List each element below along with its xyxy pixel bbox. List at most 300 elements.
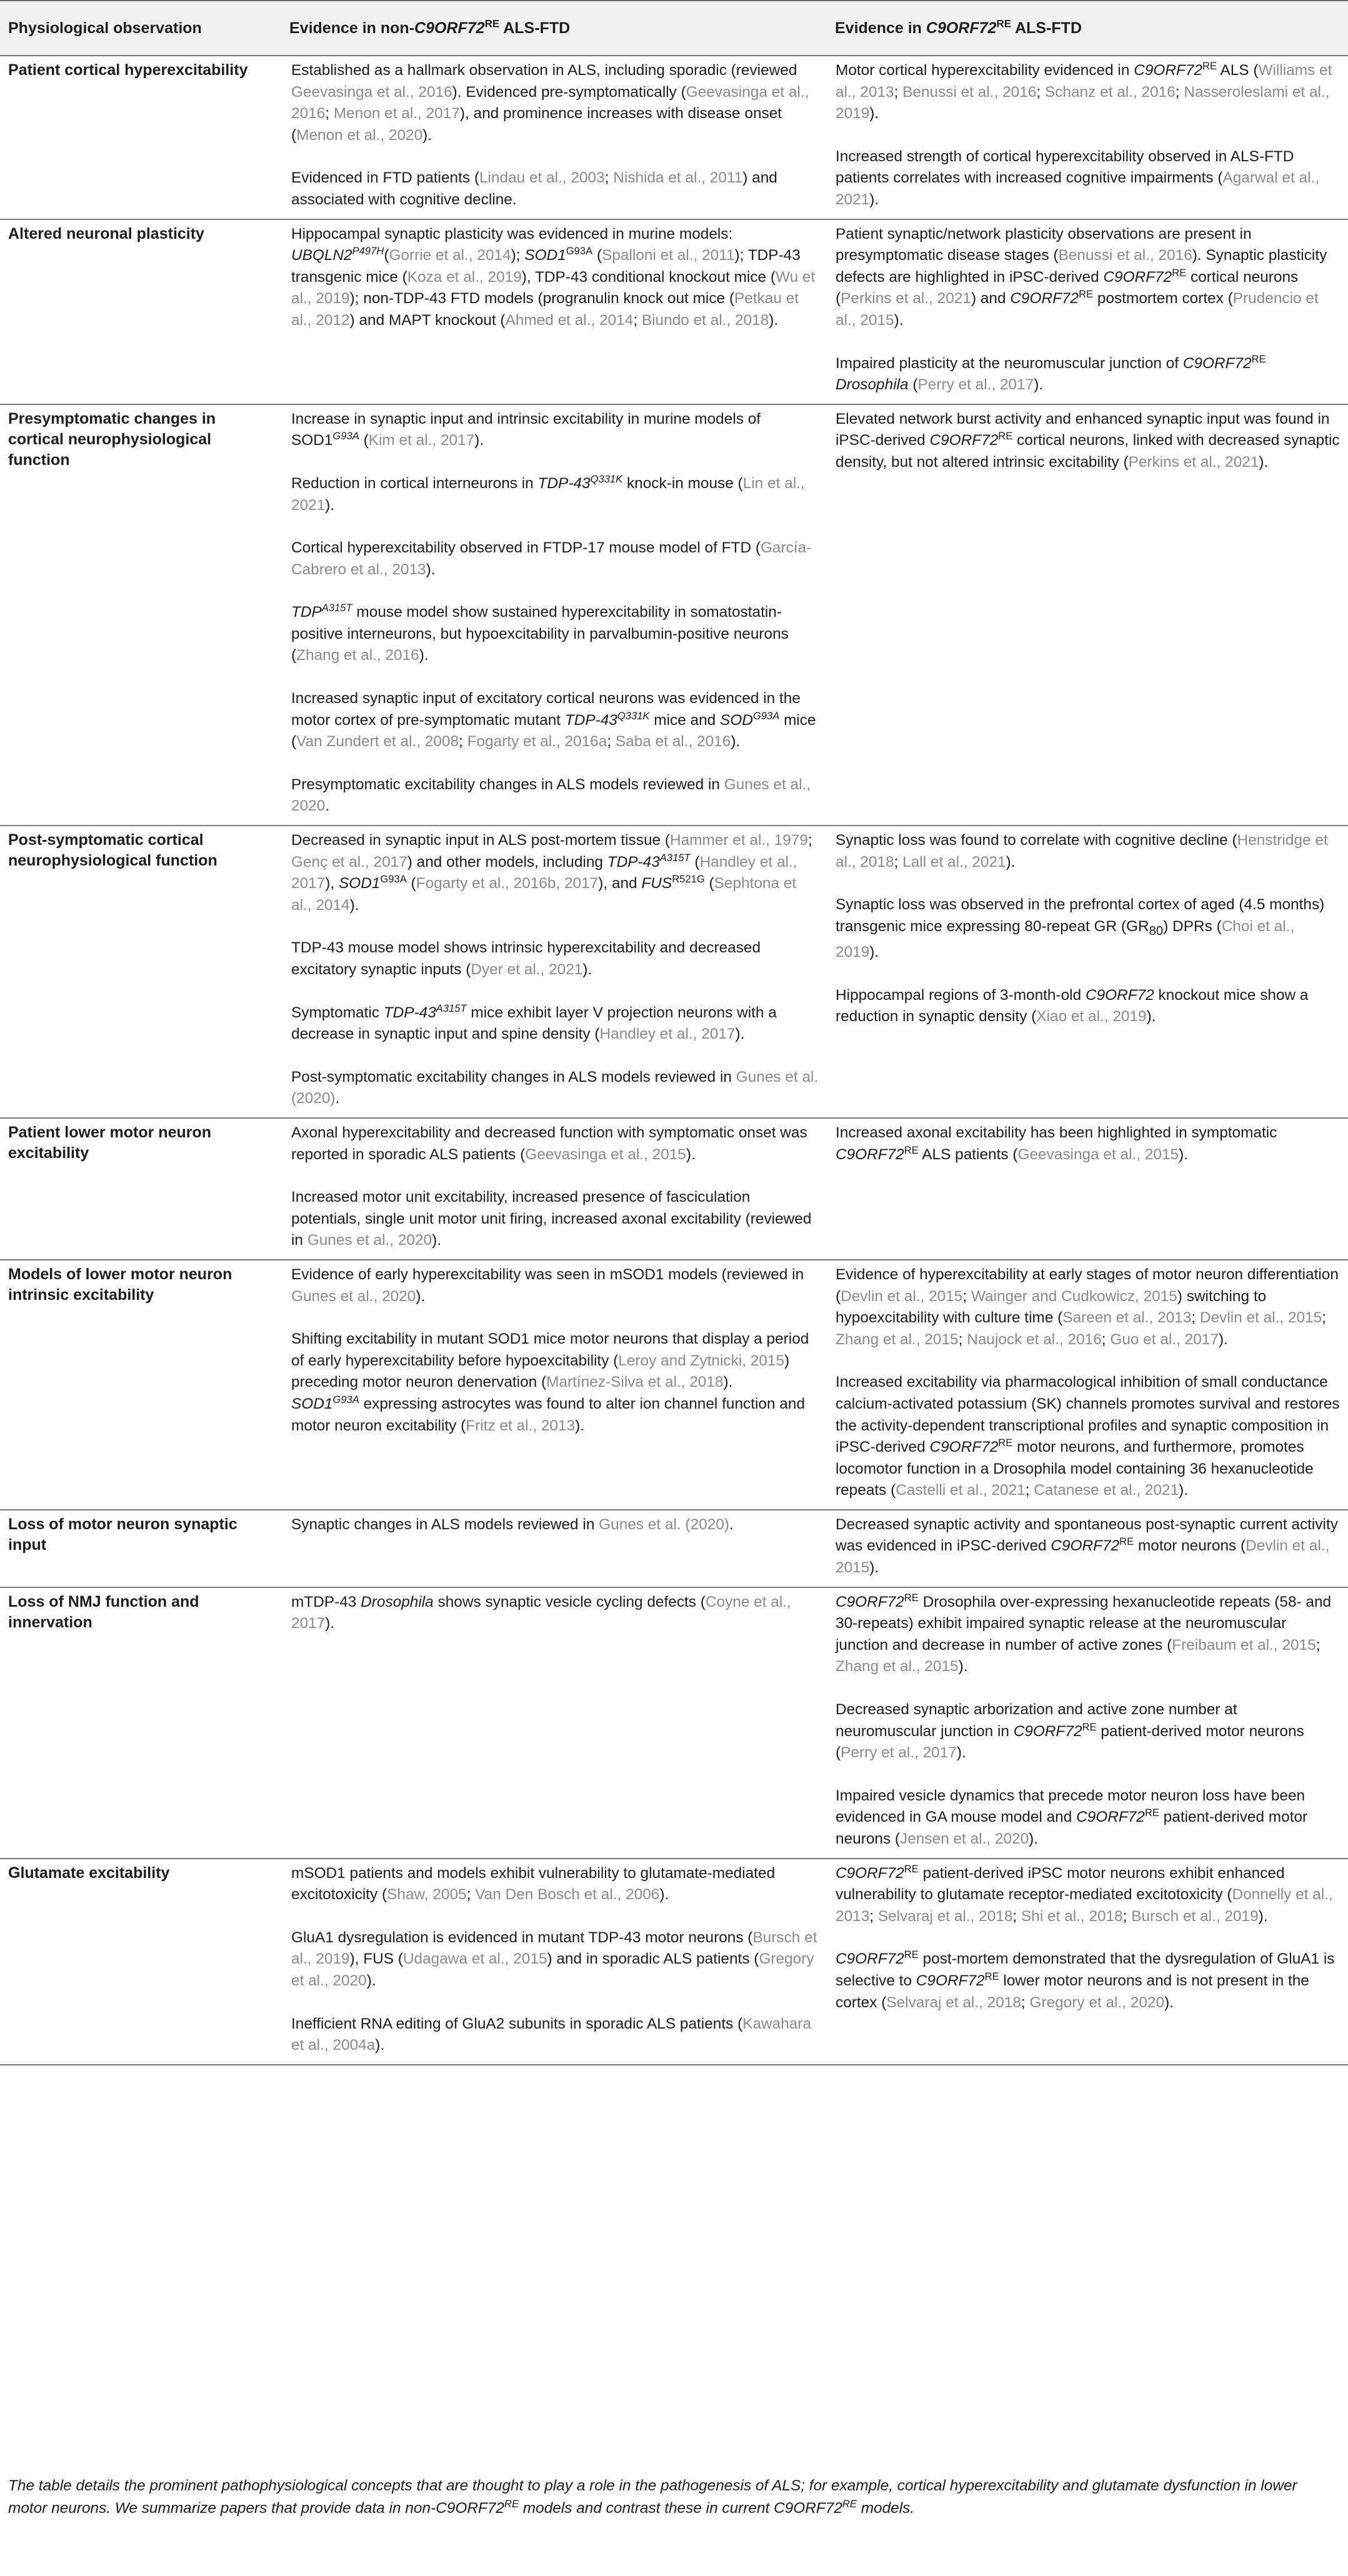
text-run: Drosophila over-expressing hexanucleotide repeats (58- and 30-repeats) exhibit impaired synaptic release at the neuromuscular junction and decrease in number of active zones ( [836, 1593, 1332, 1654]
text-run: ; [325, 105, 334, 122]
text-run: ). [686, 1146, 696, 1163]
citation: Van Den Bosch et al., 2006 [475, 1886, 660, 1904]
gene-name: C9ORF72 [836, 1864, 904, 1882]
evidence-paragraph [836, 985, 1342, 1028]
text-run: ; [633, 311, 642, 329]
text-run: ), FUS ( [349, 1950, 403, 1968]
superscript: RE [904, 1144, 919, 1156]
text-run: ( [592, 247, 602, 264]
citation: Wainger and Cudkowicz, 2015 [971, 1287, 1177, 1305]
citation: Gunes et al. (2020) [599, 1515, 729, 1533]
text-run: ; [1191, 1309, 1200, 1327]
text-run: Increased strength of cortical hyperexcitability observed in ALS-FTD patients correlates with increased cognitive impairments ( [836, 147, 1294, 187]
text-run: patient-derived motor neurons ( [836, 1722, 1304, 1762]
evidence-paragraph [291, 774, 821, 817]
evidence-paragraph [291, 224, 821, 332]
text-run: ). [1146, 1008, 1156, 1026]
citation: Leroy and Zytnicki, 2015 [618, 1352, 785, 1369]
text-run: ). [426, 561, 436, 578]
non-c9-evidence-cell [281, 1510, 827, 1587]
text-run: patient-derived motor neurons ( [836, 1809, 1308, 1847]
citation: Saba et al., 2016 [615, 733, 731, 751]
text-run: ; [958, 1330, 967, 1348]
text-run: ). [1006, 853, 1016, 871]
evidence-paragraph [291, 937, 821, 981]
non-c9-evidence-cell [281, 404, 827, 826]
evidence-paragraph [836, 1372, 1342, 1502]
gene-name: C9ORF72 [929, 432, 999, 449]
header-row [0, 1, 1348, 56]
citation: Naujock et al., 2016 [967, 1330, 1102, 1348]
text-run: cortical neurons ( [836, 268, 1299, 307]
evidence-paragraph [291, 2014, 821, 2057]
non-c9-evidence-cell [281, 1587, 827, 1859]
citation: Geevasinga et al., 2015 [525, 1146, 686, 1163]
text-run: ; [894, 853, 903, 871]
header-non-c9: Evidence in non-C9ORF72RE ALS-FTD [281, 1, 827, 56]
text-run: GluA1 dysregulation is evidenced in mutant TDP-43 motor neurons ( [291, 1929, 753, 1946]
citation: Zhang et al., 2015 [836, 1658, 959, 1675]
gene-name: TDP-43 [537, 474, 591, 492]
table-row [0, 1118, 1348, 1260]
citation: Lindau et al., 2003 [479, 169, 605, 187]
text-run: ). [735, 1026, 745, 1043]
text-run: mice exhibit layer V projection neurons with a decrease in synaptic input and spine density ( [291, 1004, 777, 1043]
citation: Geevasinga et al., 2015 [1017, 1146, 1179, 1163]
text-run: Increased excitability via pharmacological inhibition of small conductance calcium-activated potassium (SK) channels promotes survival and restores the activity-dependent transcriptional profiles and synaptic composition in iPSC-derived [836, 1374, 1340, 1456]
citation: Selvaraj et al., 2018 [886, 1994, 1021, 2011]
text-run: Increased synaptic input of excitatory cortical neurons was evidenced in the motor cortex of pre-symptomatic mutant [291, 690, 801, 729]
text-run: ). [349, 896, 359, 914]
text-run: ; [1036, 83, 1045, 101]
citation: García-Cabrero et al., 2013 [291, 539, 812, 578]
text-run: ). [582, 961, 592, 978]
superscript: P497H [352, 245, 384, 257]
citation: Choi et al., 2019 [836, 917, 1295, 961]
text-run: ). [325, 1615, 335, 1632]
text-run: ( [406, 875, 416, 892]
table-row [0, 1859, 1348, 2065]
evidence-paragraph [836, 224, 1342, 332]
evidence-paragraph [291, 830, 821, 916]
superscript: G93A [332, 1393, 359, 1405]
superscript: G93A [566, 245, 593, 257]
text-run: ). [1218, 1330, 1228, 1348]
text-run: ; [1322, 1309, 1327, 1327]
superscript: RE [904, 1862, 919, 1875]
text-run: ; [869, 1907, 878, 1925]
gene-name: FUS [641, 875, 672, 892]
citation: Bursch et al., 2019 [1131, 1907, 1259, 1925]
citation: Gunes et al., 2020 [291, 1287, 416, 1305]
text-run: knock-in mouse ( [622, 474, 743, 492]
superscript: RE [1119, 1535, 1134, 1548]
superscript: RE [1172, 266, 1187, 279]
citation: Coyne et al., 2017 [291, 1593, 791, 1632]
gene-name: C9ORF72 [836, 1593, 904, 1610]
superscript: A315T [436, 1002, 467, 1014]
text-run: Synaptic loss was found to correlate with cognitive decline ( [836, 832, 1237, 849]
evidence-paragraph [291, 537, 821, 581]
citation: Gregory et al., 2020 [1029, 1994, 1165, 2011]
text-run: TDP-43 mouse model shows intrinsic hyperexcitability and decreased excitatory synaptic inputs ( [291, 939, 761, 978]
citation: Fritz et al., 2013 [466, 1417, 576, 1434]
text-run: Inefficient RNA editing of GluA2 subunits in sporadic ALS patients ( [291, 2015, 743, 2032]
observation-label: Post-symptomatic cortical neurophysiological function [8, 831, 217, 870]
text-run: Decreased in synaptic input in ALS post-mortem tissue ( [291, 832, 670, 849]
text-run: Established as a hallmark observation in ALS, including sporadic (reviewed [291, 62, 797, 79]
text-run: ) preceding motor neuron denervation ( [291, 1352, 790, 1391]
text-run: lower motor neurons and is not present in the cortex ( [836, 1972, 1309, 2011]
superscript: RE [842, 2497, 857, 2510]
evidence-paragraph [836, 830, 1342, 873]
evidence-paragraph [836, 1785, 1342, 1850]
text-run: ). Evidenced pre-symptomatically ( [452, 83, 686, 101]
c9-evidence-cell [827, 1118, 1348, 1260]
text-run: motor neurons, and furthermore, promotes locomotor function in a Drosophila model containing 36 hexanucleotide repeats ( [836, 1439, 1314, 1499]
citation: Perry et al., 2017 [841, 1744, 957, 1762]
superscript: RE [1144, 1807, 1159, 1819]
citation: Geevasinga et al., 2016 [291, 83, 809, 122]
citation: Gorrie et al., 2014 [389, 247, 511, 264]
text-run: ). [869, 1559, 879, 1577]
table-row [0, 1587, 1348, 1859]
table-body [0, 56, 1348, 2065]
text-run: ALS patients ( [918, 1146, 1018, 1163]
text-run: Shifting excitability in mutant SOD1 mice motor neurons that display a period of early hyperexcitability before hypoexcitability ( [291, 1330, 809, 1369]
gene-name: C9ORF72 [1010, 290, 1079, 307]
text-run: Evidence of hyperexcitability at early stages of motor neuron differentiation ( [836, 1266, 1339, 1305]
text-run: ). [894, 311, 904, 329]
superscript: G93A [380, 873, 407, 886]
citation: Selvaraj et al., 2018 [877, 1907, 1013, 1925]
text-run: knockout mice show a reduction in synaptic density ( [836, 986, 1309, 1026]
table-row [0, 404, 1348, 826]
citation: Fogarty et al., 2016b, 2017 [416, 875, 599, 892]
citation: Van Zundert et al., 2008 [296, 733, 459, 751]
evidence-paragraph [291, 1187, 821, 1252]
table-row [0, 219, 1348, 404]
evidence-paragraph [291, 1927, 821, 1992]
text-run: mSOD1 patients and models exhibit vulnerability to glutamate-mediated excitotoxicity ( [291, 1864, 776, 1904]
gene-name: Drosophila [361, 1593, 434, 1610]
evidence-paragraph [836, 353, 1342, 396]
text-run: ). Synaptic plasticity defects are highlighted in iPSC-derived [836, 247, 1327, 286]
citation: Catanese et al., 2021 [1034, 1482, 1179, 1499]
observation-cell [0, 1587, 281, 1859]
c9-evidence-cell [827, 1859, 1348, 2065]
text-run: Impaired vesicle dynamics that precede motor neuron loss have been evidenced in GA mouse model and [836, 1787, 1306, 1826]
citation: Devlin et al., 2015 [836, 1537, 1330, 1577]
text-run: ALS ( [1217, 62, 1259, 79]
text-run: ). [575, 1417, 585, 1434]
text-run: ). [956, 1744, 966, 1762]
gene-name: Drosophila [836, 376, 909, 394]
text-run: ). [1164, 1994, 1174, 2011]
text-run: ). [723, 1374, 733, 1391]
evidence-paragraph [836, 1949, 1342, 2014]
text-run: ; [1101, 1330, 1111, 1348]
citation: Jensen et al., 2020 [900, 1830, 1029, 1847]
text-run: ) and MAPT knockout ( [349, 311, 506, 329]
observation-label: Models of lower motor neuron intrinsic excitability [8, 1265, 232, 1304]
evidence-paragraph [291, 473, 821, 516]
citation: Wu et al., 2019 [291, 268, 816, 307]
non-c9-evidence-cell [281, 1260, 827, 1510]
superscript: RE [984, 1970, 999, 1982]
non-c9-evidence-cell [281, 1118, 827, 1260]
text-run: mTDP-43 [291, 1593, 361, 1610]
text-run: . [729, 1515, 734, 1533]
superscript: R521G [672, 873, 705, 886]
citation: Devlin et al., 2015 [1199, 1309, 1322, 1327]
text-run: Evidence of early hyperexcitability was seen in mSOD1 models (reviewed in [291, 1266, 804, 1283]
observation-cell [0, 1118, 281, 1260]
citation: Menon et al., 2017 [333, 105, 460, 122]
evidence-paragraph [291, 1002, 821, 1046]
non-c9-evidence-cell [281, 1859, 827, 2065]
gene-name: C9ORF72 [1051, 1537, 1120, 1555]
superscript: Q331K [617, 709, 650, 722]
gene-name: C9ORF72 [916, 1972, 985, 1989]
citation: Agarwal et al., 2021 [836, 169, 1320, 208]
text-run: shows synaptic vesicle cycling defects ( [433, 1593, 706, 1610]
text-run: ). [1259, 453, 1269, 471]
evidence-paragraph [291, 1514, 821, 1536]
superscript: Q331K [590, 472, 623, 485]
evidence-paragraph [291, 409, 821, 452]
evidence-paragraph [291, 1329, 821, 1437]
text-run: ). [1258, 1907, 1268, 1925]
text-run: ( [908, 376, 918, 394]
superscript: G93A [752, 709, 780, 722]
text-run: ). [419, 647, 429, 664]
evidence-paragraph [836, 60, 1342, 125]
superscript: RE [504, 2497, 519, 2510]
text-run: cortical neurons, linked with decreased synaptic density, but not altered intrinsic excitability ( [836, 432, 1340, 471]
citation: Petkau et al., 2012 [291, 290, 799, 329]
text-run: Reduction in cortical interneurons in [291, 474, 538, 492]
text-run: Synaptic changes in ALS models reviewed in [291, 1515, 599, 1533]
citation: Koza et al., 2019 [407, 268, 522, 286]
text-run: Post-symptomatic excitability changes in ALS models reviewed in [291, 1068, 736, 1086]
text-run: Decreased synaptic activity and spontaneous post-synaptic current activity was evidenced in iPSC-derived [836, 1515, 1338, 1555]
gene-name: UBQLN2 [291, 247, 352, 264]
gene-name: C9ORF72 [774, 2500, 842, 2517]
evidence-paragraph [836, 1592, 1342, 1678]
citation: Lin et al., 2021 [291, 474, 805, 514]
citation: Perry et al., 2017 [917, 376, 1034, 394]
evidence-paragraph [836, 1863, 1342, 1928]
text-run: Cortical hyperexcitability observed in FTDP-17 mouse model of FTD ( [291, 539, 761, 557]
text-run: ). [659, 1886, 669, 1904]
evidence-paragraph [291, 60, 821, 146]
text-run: ) and in sporadic ALS patients ( [547, 1950, 759, 1968]
text-run: ) and [971, 290, 1011, 307]
citation: Xiao et al., 2019 [1036, 1008, 1147, 1026]
citation: Schanz et al., 2016 [1044, 83, 1176, 101]
text-run: Presymptomatic excitability changes in ALS models reviewed in [291, 776, 724, 793]
observation-label: Patient lower motor neuron excitability [8, 1123, 212, 1162]
citation: Kawahara et al., 2004a [291, 2015, 812, 2054]
observation-cell [0, 826, 281, 1118]
citation: Ahmed et al., 2014 [505, 311, 634, 329]
citation: Guo et al., 2017 [1110, 1330, 1219, 1348]
observation-label: Loss of NMJ function and innervation [8, 1592, 199, 1631]
text-run: mice ( [291, 711, 816, 751]
observation-cell [0, 219, 281, 404]
citation: Gunes et al., 2020 [307, 1232, 432, 1249]
text-run: Impaired plasticity at the neuromuscular junction of [836, 354, 1183, 372]
text-run: ) and other models, including [407, 853, 607, 871]
text-run: ), and prominence increases with disease onset ( [291, 105, 782, 144]
citation: Geevasinga et al., 2016 [291, 83, 452, 101]
text-run: post-mortem demonstrated that the dysregulation of GluA1 is selective to [836, 1950, 1335, 1989]
observation-cell [0, 1859, 281, 2065]
citation: Benussi et al., 2016 [902, 83, 1037, 101]
text-run: ). [1029, 1830, 1039, 1847]
text-run: ). [325, 496, 335, 514]
evidence-paragraph [836, 146, 1342, 211]
text-run: Patient synaptic/network plasticity observations are present in presymptomatic disease stages ( [836, 225, 1252, 264]
citation: Genç et al., 2017 [291, 853, 407, 871]
text-run: Motor cortical hyperexcitability evidenced in [836, 62, 1134, 79]
c9-evidence-cell [827, 219, 1348, 404]
text-run: . [335, 1090, 340, 1107]
text-run: ). [1179, 1482, 1189, 1499]
text-run: ) DPRs ( [1163, 917, 1222, 935]
citation: Devlin et al., 2015 [841, 1287, 963, 1305]
gene-name: TDP-43 [564, 711, 617, 729]
text-run: ; [962, 1287, 971, 1305]
evidence-paragraph [836, 1122, 1342, 1166]
table-row [0, 56, 1348, 219]
table-caption [8, 2475, 1339, 2520]
text-run: ). [375, 2037, 385, 2054]
citation: Sareen et al., 2013 [1062, 1309, 1192, 1327]
gene-name: SOD1 [338, 875, 381, 892]
gene-name: C9ORF72 [1085, 986, 1154, 1004]
text-run: . [325, 797, 330, 815]
citation: Menon et al., 2020 [296, 126, 423, 144]
text-run: Increase in synaptic input and intrinsic excitability in murine models of SOD1 [291, 410, 761, 449]
non-c9-evidence-cell [281, 56, 827, 219]
c9-evidence-cell [827, 1510, 1348, 1587]
table-row [0, 1510, 1348, 1587]
text-run: ; [607, 733, 616, 751]
citation: Nasseroleslami et al., 2019 [836, 83, 1330, 122]
observation-cell [0, 404, 281, 826]
evidence-paragraph [291, 1067, 821, 1110]
c9-evidence-cell [827, 1260, 1348, 1510]
text-run: ). [366, 1972, 376, 1989]
evidence-paragraph [291, 1264, 821, 1307]
evidence-paragraph [836, 1514, 1342, 1579]
evidence-paragraph [291, 602, 821, 667]
citation: Spalloni et al., 2011 [602, 247, 735, 264]
citation: Freibaum et al., 2015 [1172, 1636, 1316, 1654]
text-run: ), [325, 875, 339, 892]
superscript: RE [904, 1949, 919, 1961]
citation: Fogarty et al., 2016a [467, 733, 607, 751]
text-run: Decreased synaptic arborization and active zone number at neuromuscular junction in [836, 1701, 1237, 1740]
text-run: mice and [649, 711, 721, 729]
citation: Sephtona et al., 2014 [291, 875, 797, 914]
gene-name: C9ORF72 [836, 1950, 904, 1968]
citation: Shi et al., 2018 [1021, 1907, 1123, 1925]
citation: Handley et al., 2017 [599, 1026, 736, 1043]
text-run: ). [869, 105, 879, 122]
text-run: Hippocampal synaptic plasticity was evidenced in murine models: [291, 225, 733, 242]
superscript: RE [998, 430, 1013, 442]
text-run: ; [807, 832, 812, 849]
c9-evidence-cell [827, 826, 1348, 1118]
gene-name: SOD1 [524, 247, 566, 264]
text-run: mouse model show sustained hyperexcitability in somatostatin-positive interneurons, but hypoexcitability in parvalbumin-positive neurons ( [291, 604, 789, 664]
citation: Nishida et al., 2011 [613, 169, 743, 187]
text-run: Axonal hyperexcitability and decreased function with symptomatic onset was reported in sporadic ALS patients ( [291, 1124, 807, 1163]
observation-label: Presymptomatic changes in cortical neurophysiological function [8, 409, 216, 469]
text-run: ( [704, 875, 714, 892]
evidence-paragraph [836, 1699, 1342, 1764]
text-run: ; [1012, 1907, 1021, 1925]
observation-cell [0, 1510, 281, 1587]
header-observation: Physiological observation [0, 1, 281, 56]
text-run: ). [474, 432, 484, 449]
evidence-paragraph [836, 1264, 1342, 1350]
text-run: ). [1179, 1146, 1189, 1163]
text-run: ; [894, 83, 903, 101]
text-run: ). [869, 191, 879, 208]
text-run: ; [1122, 1907, 1132, 1925]
citation: Gregory et al., 2020 [291, 1950, 814, 1989]
gene-name: SOD1 [291, 1395, 333, 1412]
text-run: ); [511, 247, 525, 264]
gene-name: TDP-43 [607, 853, 660, 871]
evidence-paragraph [836, 894, 1342, 964]
text-run: ) and associated with cognitive decline. [291, 169, 777, 208]
gene-name: C9ORF72 [1134, 62, 1202, 79]
text-run: ; [1021, 1994, 1030, 2011]
citation: Shaw, 2005 [387, 1886, 467, 1904]
gene-name: TDP [291, 604, 322, 621]
superscript: A315T [321, 602, 352, 614]
header-c9: Evidence in C9ORF72RE ALS-FTD [827, 1, 1348, 56]
c9-evidence-cell [827, 404, 1348, 826]
text-run: Symptomatic [291, 1004, 384, 1021]
text-run: ). [432, 1232, 442, 1249]
text-run: ; [604, 169, 614, 187]
table-row [0, 1260, 1348, 1510]
text-run: ). [422, 126, 432, 144]
evidence-paragraph [291, 1863, 821, 1906]
gene-name: SOD [720, 711, 753, 729]
table-row [0, 826, 1348, 1118]
gene-name: TDP-43 [383, 1004, 436, 1021]
citation: Handley et al., 2017 [291, 853, 797, 892]
gene-name: C9ORF72 [1182, 354, 1252, 372]
gene-name: C9ORF72 [436, 2500, 504, 2517]
gene-name: C9ORF72 [836, 1146, 904, 1163]
observation-label: Loss of motor neuron synaptic input [8, 1515, 237, 1554]
text-run: patient-derived iPSC motor neurons exhibit enhanced vulnerability to glutamate receptor-mediated excitotoxicity ( [836, 1864, 1285, 1904]
superscript: G93A [332, 430, 359, 442]
citation: Benussi et al., 2016 [1058, 247, 1192, 264]
non-c9-evidence-cell [281, 219, 827, 404]
text-run: ). [869, 944, 879, 961]
text-run: ( [384, 247, 389, 264]
evidence-paragraph [291, 1592, 821, 1635]
